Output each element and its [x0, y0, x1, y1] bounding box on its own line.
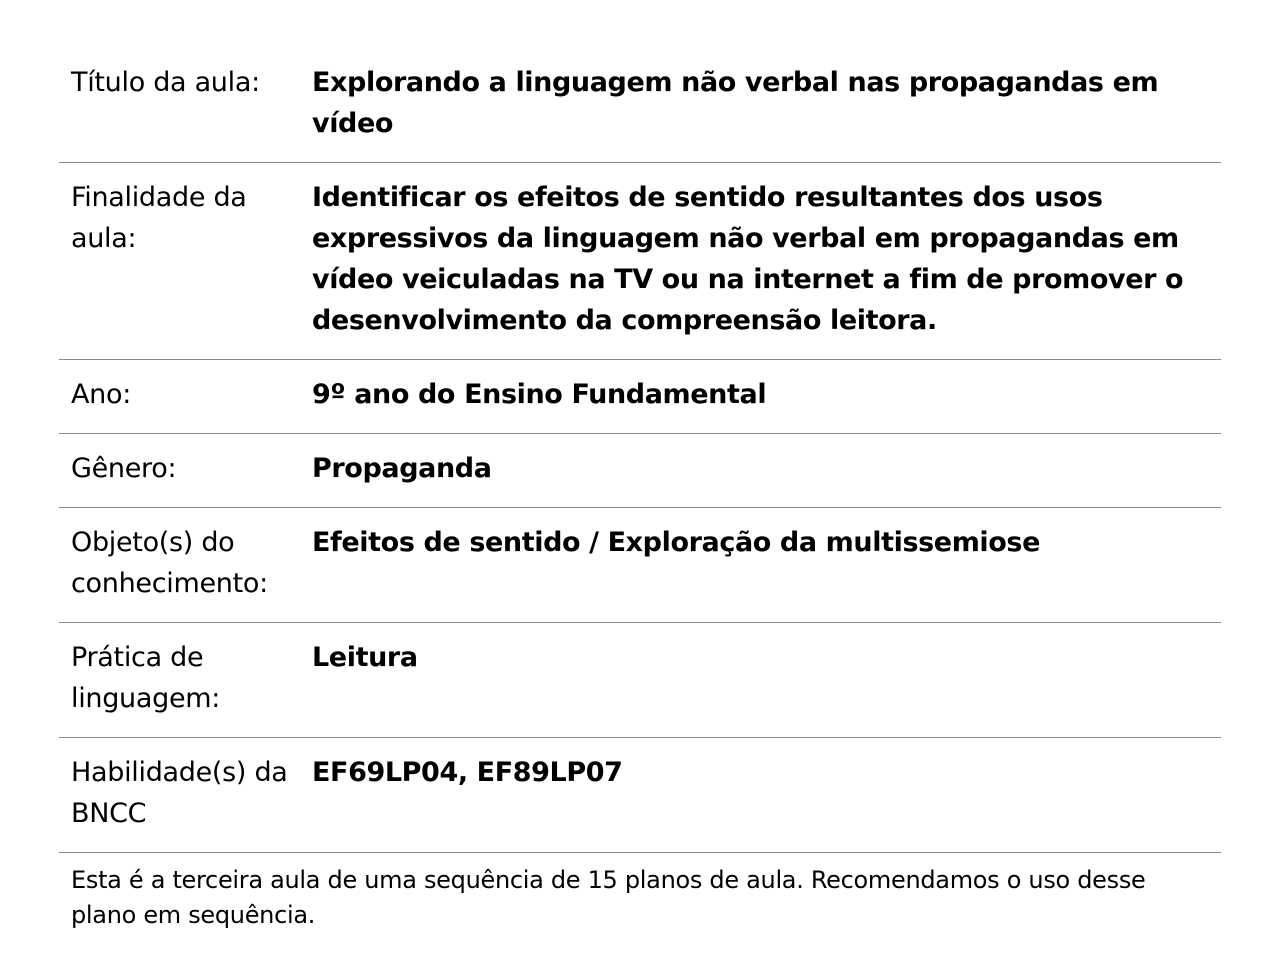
genre-value: Propaganda	[300, 434, 1221, 508]
genre-label: Gênero:	[59, 434, 300, 508]
sequence-note: Esta é a terceira aula de uma sequência de 15 planos de aula. Recomendamos o uso desse plano em sequência.	[71, 866, 1146, 929]
lesson-purpose-value: Identificar os efeitos de sentido resultantes dos usos expressivos da linguagem não verbal em propagandas em vídeo veiculadas na TV ou na internet a fim de promover o desenvolvimento da compreensão leitora.	[300, 163, 1221, 360]
lesson-title-value: Explorando a linguagem não verbal nas propagandas em vídeo	[300, 48, 1221, 163]
row-bncc-skills	[59, 738, 1221, 853]
bncc-skills-label: Habilidade(s) da BNCC	[59, 738, 300, 853]
row-lesson-purpose	[59, 163, 1221, 360]
knowledge-objects-label: Objeto(s) do conhecimento:	[59, 508, 300, 623]
lesson-title-label: Título da aula:	[59, 48, 300, 163]
language-practice-label: Prática de linguagem:	[59, 623, 300, 738]
lesson-info-table	[59, 48, 1221, 853]
row-knowledge-objects	[59, 508, 1221, 623]
lesson-purpose-label: Finalidade da aula:	[59, 163, 300, 360]
row-school-year	[59, 360, 1221, 434]
bncc-skills-value: EF69LP04, EF89LP07	[300, 738, 1221, 853]
row-lesson-title	[59, 48, 1221, 163]
school-year-value: 9º ano do Ensino Fundamental	[300, 360, 1221, 434]
row-language-practice	[59, 623, 1221, 738]
school-year-label: Ano:	[59, 360, 300, 434]
lesson-plan-document	[59, 48, 1221, 933]
knowledge-objects-value: Efeitos de sentido / Exploração da multissemiose	[300, 508, 1221, 623]
row-genre	[59, 434, 1221, 508]
language-practice-value: Leitura	[300, 623, 1221, 738]
